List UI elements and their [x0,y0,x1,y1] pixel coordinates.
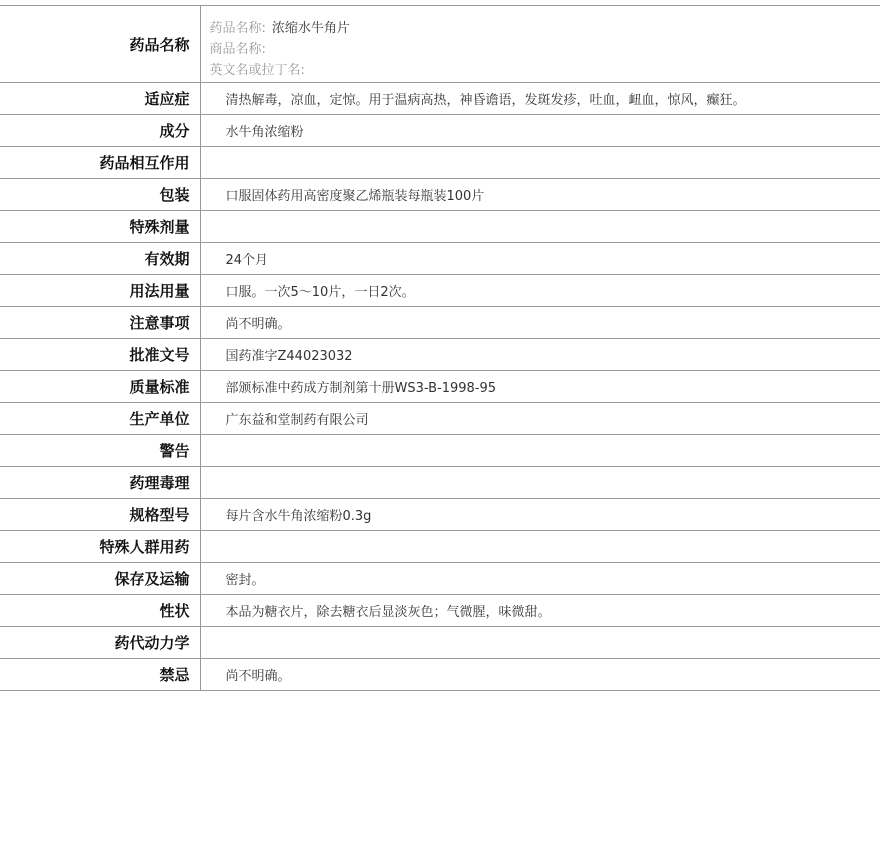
row-pharmacokinetics [0,627,880,659]
drug-info-table-body [0,6,880,691]
pharmacology-toxicology-value [200,467,880,499]
row-storage-transport [0,563,880,595]
packaging-label: 包装 [0,179,200,211]
drug-name-row [0,6,880,83]
row-special-dosage [0,211,880,243]
generic-name-key: 药品名称: [209,20,266,36]
dosage-value: 口服。一次5～10片，一日2次。 [225,285,415,300]
row-special-populations [0,531,880,563]
precautions-label: 注意事项 [0,307,200,339]
packaging-value: 口服固体药用高密度聚乙烯瓶装每瓶装100片 [225,189,485,204]
contraindications-label: 禁忌 [0,659,200,691]
row-warning [0,435,880,467]
description-label: 性状 [0,595,200,627]
row-specification [0,499,880,531]
trade-name-line [210,39,880,60]
generic-name-value: 浓缩水牛角片 [271,20,350,36]
storage-transport-label: 保存及运输 [0,563,200,595]
row-precautions [0,307,880,339]
row-description [0,595,880,627]
row-drug-interactions [0,147,880,179]
row-pharmacology-toxicology [0,467,880,499]
row-dosage [0,275,880,307]
specification-label: 规格型号 [0,499,200,531]
dosage-label: 用法用量 [0,275,200,307]
warning-label: 警告 [0,435,200,467]
row-ingredients [0,115,880,147]
english-name-key: 英文名或拉丁名: [209,62,305,78]
row-quality-standard [0,371,880,403]
pharmacokinetics-label: 药代动力学 [0,627,200,659]
drug-name-values [200,6,880,83]
ingredients-label: 成分 [0,115,200,147]
row-indications [0,83,880,115]
special-populations-value [200,531,880,563]
manufacturer-value: 广东益和堂制药有限公司 [225,413,369,428]
drug-name-label: 药品名称 [0,6,200,83]
storage-transport-value: 密封。 [225,573,265,588]
drug-info-table [0,5,880,691]
shelf-life-label: 有效期 [0,243,200,275]
indications-value: 清热解毒，凉血，定惊。用于温病高热，神昏谵语，发斑发疹，吐血，衄血，惊风，癫狂。 [225,93,746,108]
row-shelf-life [0,243,880,275]
approval-number-value: 国药准字Z44023032 [225,349,353,364]
ingredients-value: 水牛角浓缩粉 [225,125,304,140]
row-packaging [0,179,880,211]
pharmacology-toxicology-label: 药理毒理 [0,467,200,499]
pharmacokinetics-value [200,627,880,659]
approval-number-label: 批准文号 [0,339,200,371]
description-value: 本品为糖衣片，除去糖衣后显淡灰色；气微腥，味微甜。 [225,605,551,620]
trade-name-key: 商品名称: [209,41,266,57]
row-manufacturer [0,403,880,435]
precautions-value: 尚不明确。 [225,317,291,332]
quality-standard-label: 质量标准 [0,371,200,403]
warning-value [200,435,880,467]
contraindications-value: 尚不明确。 [225,669,291,684]
drug-interactions-label: 药品相互作用 [0,147,200,179]
shelf-life-value: 24个月 [225,253,269,268]
drug-interactions-value [200,147,880,179]
special-dosage-label: 特殊剂量 [0,211,200,243]
quality-standard-value: 部颁标准中药成方制剂第十册WS3-B-1998-95 [225,381,497,396]
english-name-line [210,60,880,81]
specification-value: 每片含水牛角浓缩粉0.3g [225,509,372,524]
special-populations-label: 特殊人群用药 [0,531,200,563]
row-contraindications [0,659,880,691]
manufacturer-label: 生产单位 [0,403,200,435]
generic-name-line [210,18,880,39]
special-dosage-value [200,211,880,243]
row-approval-number [0,339,880,371]
indications-label: 适应症 [0,83,200,115]
